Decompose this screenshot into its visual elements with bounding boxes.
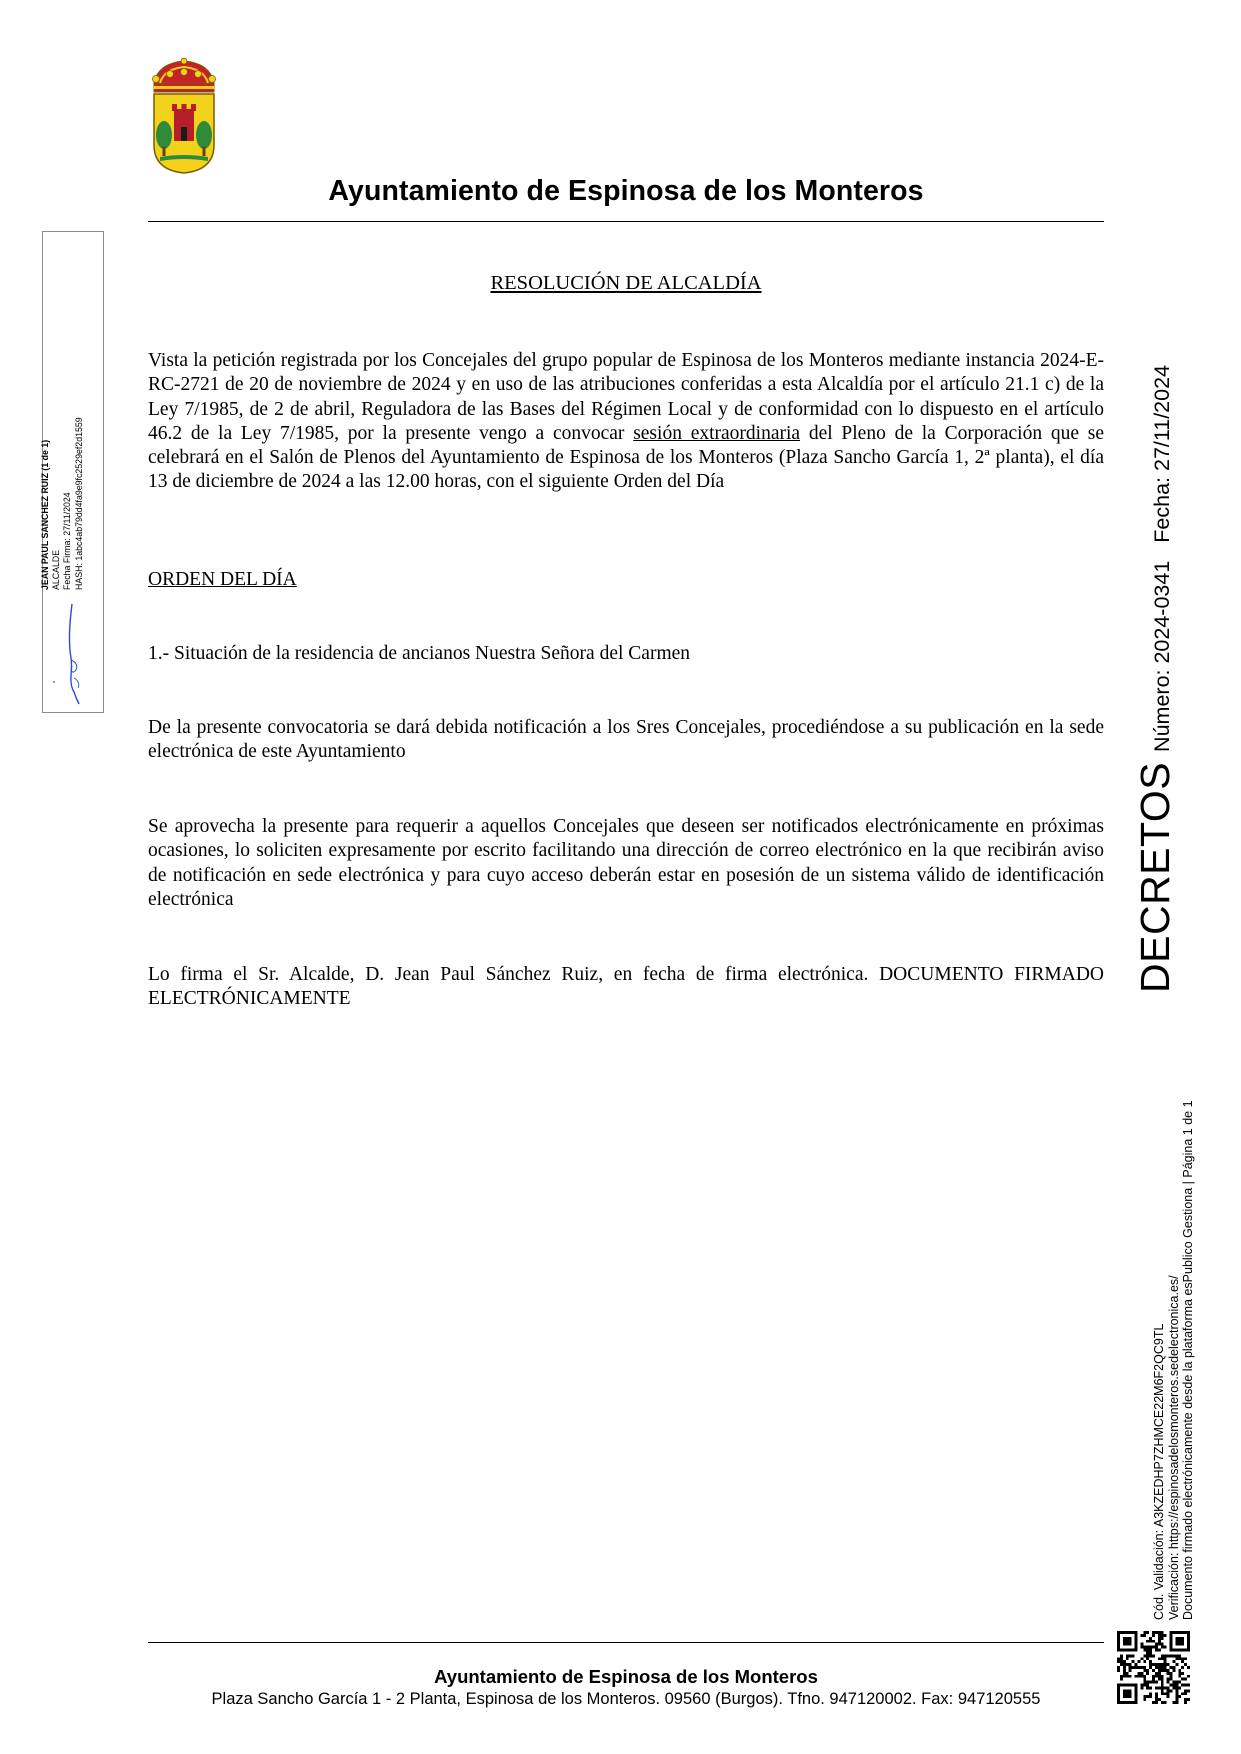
notification-paragraph: De la presente convocatoria se dará debida notificación a los Sres Concejales, procediéndose a su publicación en la sede electrónica de este Ayuntamiento [148, 717, 1104, 763]
validation-block [1152, 1100, 1196, 1620]
validation-platform: Documento firmado electrónicamente desde la plataforma esPublico Gestiona | Página 1 de 1 [1181, 1100, 1196, 1620]
qr-code-icon [1117, 1631, 1190, 1704]
footer-name: Ayuntamiento de Espinosa de los Monteros [434, 1666, 818, 1687]
footer-divider [148, 1642, 1104, 1643]
validation-code: Cód. Validación: A3KZEDHP7ZHMCE22M6F2QC9TL [1152, 1323, 1166, 1620]
session-type: sesión extraordinaria [633, 422, 801, 444]
decree-date: Fecha: 27/11/2024 [1150, 364, 1174, 543]
signature-date: Fecha Firma: 27/11/2024 [62, 492, 73, 590]
header-divider [148, 221, 1104, 222]
request-paragraph: Se aprovecha la presente para requerir a aquellos Concejales que deseen ser notificados electrónicamente en próximas ocasiones, lo soliciten expresamente por escrito facilitando una dirección de correo electrónico en la que recibirán aviso de notificación en sede electrónica y para cuyo acceso deberán estar en posesión de un sistema válido de identificación electrónica [148, 816, 1104, 910]
signature-stamp-text [40, 417, 85, 590]
decree-word: DECRETOS [1132, 761, 1178, 993]
signer-name: JEAN PAUL SANCHEZ RUIZ (1 de 1) [40, 439, 50, 590]
intro-text-end: del Pleno de la Corporación que se celebrará en el Salón de Plenos del Ayuntamiento de Espinosa de los Monteros (Plaza Sancho García 1, 2ª planta), el día 13 de diciembre de 2024 a las 12.00 horas, con el siguiente Orden del Día [148, 422, 1105, 493]
intro-paragraph [148, 349, 1104, 495]
municipal-crest-icon [146, 57, 222, 175]
intro-text-start: Vista la petición registrada por los Concejales del grupo popular de Espinosa de los Monteros mediante instancia 2024-E-RC-2721 de 20 de noviembre de 2024 y en uso de las atribuciones conferidas a esta Alcaldía por el artículo 21.1 c) de la Ley 7/1985, de 2 de abril, Reguladora de las Bases del Régimen Local y de conformidad con lo dispuesto en el artículo 46.2 de la Ley 7/1985, por la presente vengo a convocar [148, 350, 1104, 444]
footer-address: Plaza Sancho García 1 - 2 Planta, Espinosa de los Monteros. 09560 (Burgos). Tfno. 947120002. Fax: 947120555 [211, 1690, 1041, 1708]
signer-role: ALCALDE [51, 549, 62, 590]
header-title: Ayuntamiento de Espinosa de los Monteros [328, 175, 924, 207]
signature-hash: HASH: 1abc4ab79dd4fa9e9fc2529ef2d1559 [73, 417, 84, 590]
agenda-heading: ORDEN DEL DÍA [148, 569, 297, 590]
agenda-item: 1.- Situación de la residencia de ancianos Nuestra Señora del Carmen [148, 643, 691, 664]
signature-paragraph: Lo firma el Sr. Alcalde, D. Jean Paul Sánchez Ruiz, en fecha de firma electrónica. DOCUMENTO FIRMADO ELECTRÓNICAMENTE [148, 964, 1104, 1010]
validation-url: Verificación: https://espinosadelosmonteros.sedelectronica.es/ [1166, 1275, 1181, 1620]
decree-number: Número: 2024-0341 [1150, 560, 1174, 752]
handwritten-signature [48, 600, 88, 706]
decree-meta [1150, 365, 1174, 752]
document-title: RESOLUCIÓN DE ALCALDÍA [490, 272, 762, 294]
decree-stamp [1133, 365, 1177, 993]
